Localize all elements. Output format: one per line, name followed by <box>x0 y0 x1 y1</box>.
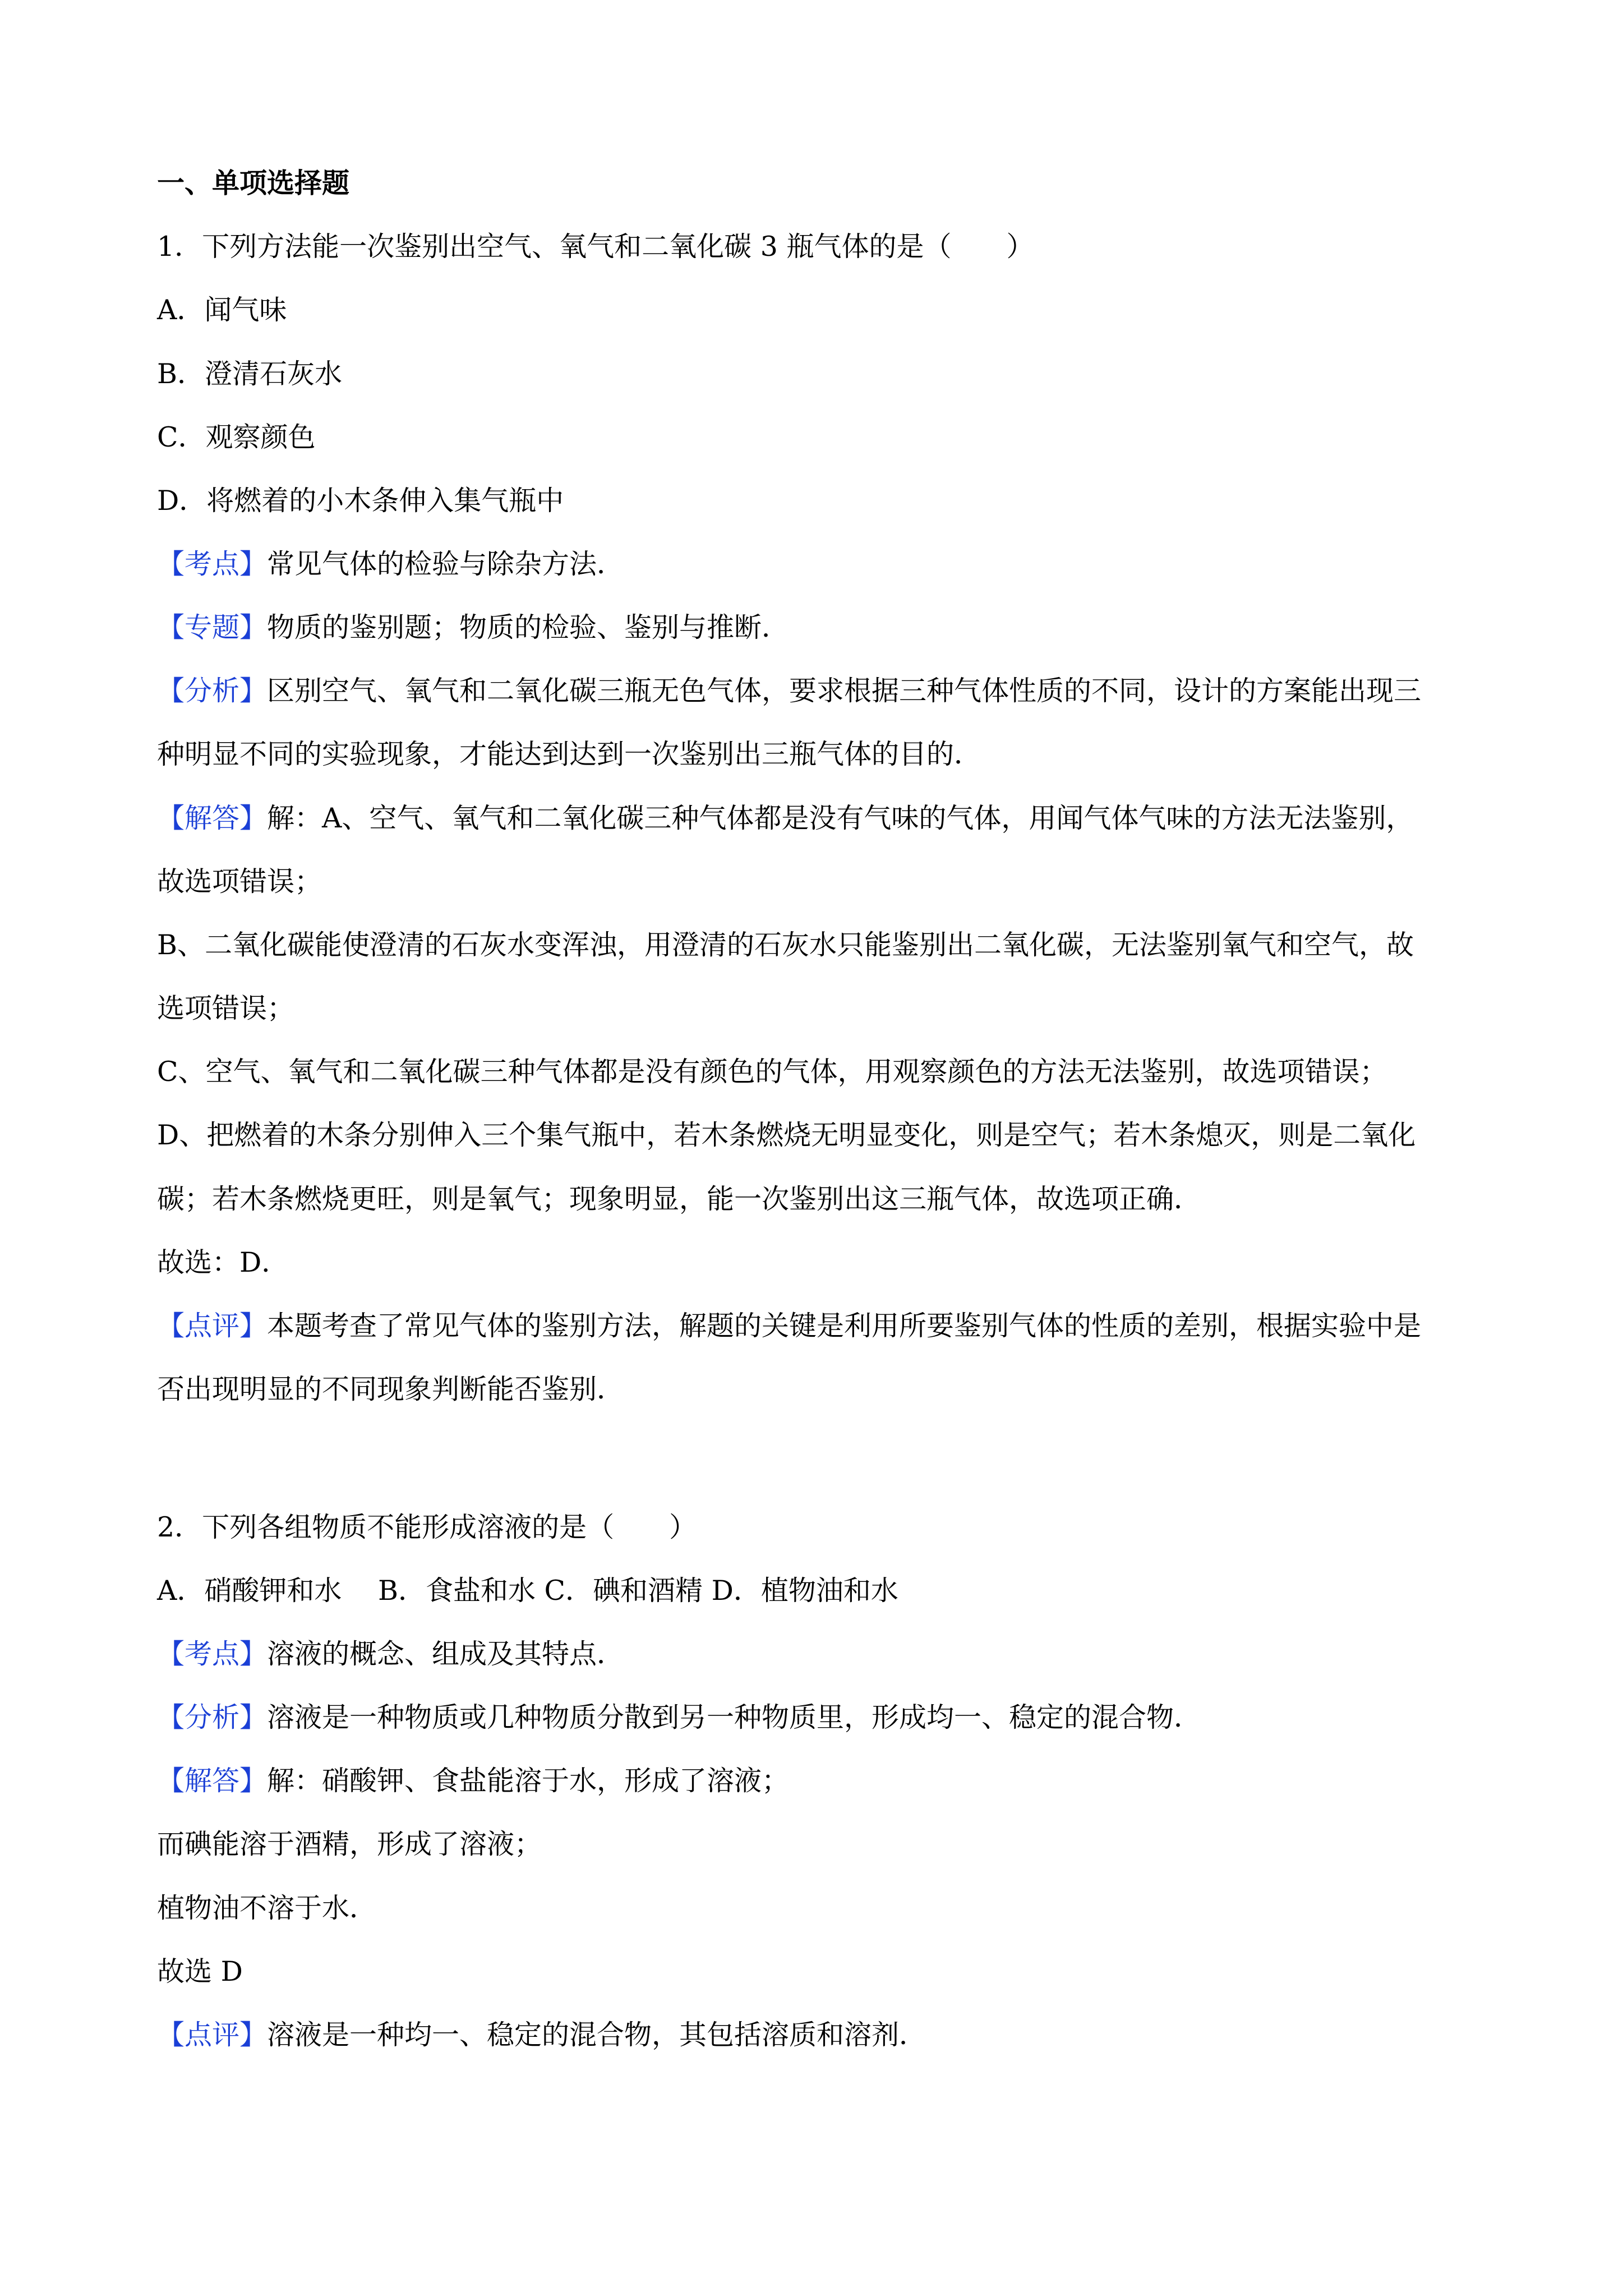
q1-option-b: B．澄清石灰水 <box>157 358 343 390</box>
q1-jieda-text-1: 解：A、空气、氧气和二氧化碳三种气体都是没有气味的气体，用闻气体气味的方法无法鉴别， <box>267 802 1414 834</box>
q2-kaodian-text: 溶液的概念、组成及其特点． <box>267 1638 625 1670</box>
q1-dianping <box>157 1309 1421 1343</box>
q1-jieda-text-4: 选项错误； <box>157 992 295 1024</box>
q1-jieda-text-7: 碳；若木条燃烧更旺，则是氧气；现象明显，能一次鉴别出这三瓶气体，故选项正确． <box>157 1183 1202 1215</box>
q1-dianping-text-2: 否出现明显的不同现象判断能否鉴别． <box>157 1373 625 1405</box>
q1-option-d: D．将燃着的小木条伸入集气瓶中 <box>157 485 564 517</box>
q1-jieda-text-3: B、二氧化碳能使澄清的石灰水变浑浊，用澄清的石灰水只能鉴别出二氧化碳，无法鉴别氧气和空气，故 <box>157 929 1414 961</box>
q1-kaodian <box>157 547 624 581</box>
q1-kaodian-tag: 【考点】 <box>157 548 268 580</box>
q1-zhuanti <box>157 611 789 645</box>
q1-dianping-text-1: 本题考查了常见气体的鉴别方法，解题的关键是利用所要鉴别气体的性质的差别，根据实验中是 <box>267 1310 1422 1342</box>
q2-jieda <box>157 1764 789 1798</box>
q2-jieda-text-3: 植物油不溶于水． <box>157 1892 377 1924</box>
q1-jieda <box>157 802 1413 835</box>
q1-fenxi-text-1: 区别空气、氧气和二氧化碳三瓶无色气体，要求根据三种气体性质的不同，设计的方案能出现三 <box>267 675 1422 707</box>
q1-fenxi <box>157 674 1421 708</box>
section-title: 一、单项选择题 <box>157 167 350 199</box>
q2-jieda-tag: 【解答】 <box>157 1765 268 1797</box>
q1-jieda-text-5: C、空气、氧气和二氧化碳三种气体都是没有颜色的气体，用观察颜色的方法无法鉴别，故选项错误； <box>157 1056 1387 1088</box>
q1-option-c: C．观察颜色 <box>157 421 316 453</box>
q1-jieda-text-2: 故选项错误； <box>157 866 322 898</box>
q1-fenxi-text-2: 种明显不同的实验现象，才能达到达到一次鉴别出三瓶气体的目的． <box>157 738 982 770</box>
q1-jieda-tag: 【解答】 <box>157 802 268 834</box>
q2-dianping <box>157 2018 926 2052</box>
q2-dianping-tag: 【点评】 <box>157 2019 268 2051</box>
q2-fenxi-tag: 【分析】 <box>157 1701 268 1733</box>
q1-fenxi-tag: 【分析】 <box>157 675 268 707</box>
q1-dianping-tag: 【点评】 <box>157 1310 268 1342</box>
q2-jieda-text-2: 而碘能溶于酒精，形成了溶液； <box>157 1828 542 1860</box>
q1-jieda-text-6: D、把燃着的木条分别伸入三个集气瓶中，若木条燃烧无明显变化，则是空气；若木条熄灭，则是二氧化 <box>157 1119 1416 1151</box>
q1-stem: 1．下列方法能一次鉴别出空气、氧气和二氧化碳 3 瓶气体的是（ ） <box>157 231 1034 263</box>
q2-fenxi <box>157 1701 1201 1734</box>
q1-zhuanti-text: 物质的鉴别题；物质的检验、鉴别与推断． <box>267 611 790 643</box>
q2-options: A．硝酸钾和水 B．食盐和水 C．碘和酒精 D．植物油和水 <box>157 1575 898 1607</box>
q2-dianping-text: 溶液是一种均一、稳定的混合物，其包括溶质和溶剂． <box>267 2019 927 2051</box>
q2-kaodian <box>157 1637 624 1671</box>
q1-zhuanti-tag: 【专题】 <box>157 611 268 643</box>
q2-jieda-text-4: 故选 D <box>157 1955 243 1987</box>
q2-fenxi-text: 溶液是一种物质或几种物质分散到另一种物质里，形成均一、稳定的混合物． <box>267 1701 1202 1733</box>
q1-jieda-text-8: 故选：D． <box>157 1246 289 1278</box>
q2-kaodian-tag: 【考点】 <box>157 1638 268 1670</box>
q1-kaodian-text: 常见气体的检验与除杂方法． <box>267 548 625 580</box>
q2-stem: 2．下列各组物质不能形成溶液的是（ ） <box>157 1511 697 1543</box>
q1-option-a: A．闻气味 <box>157 294 287 326</box>
q2-jieda-text-1: 解：硝酸钾、食盐能溶于水，形成了溶液； <box>267 1765 790 1797</box>
